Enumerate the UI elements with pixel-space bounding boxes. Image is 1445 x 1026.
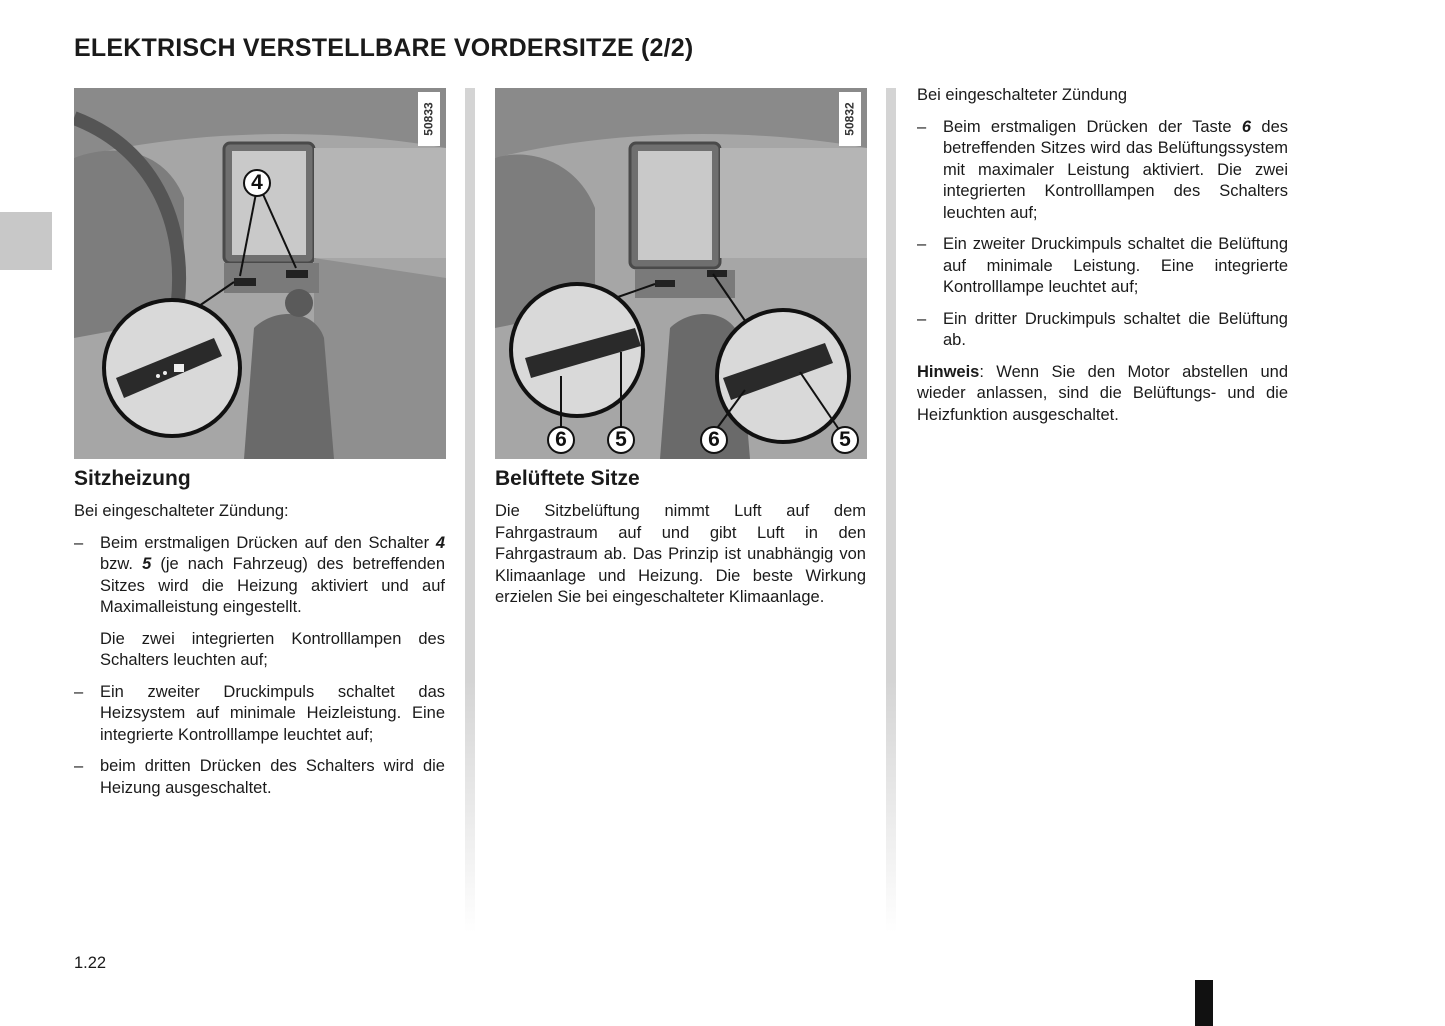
- section-ventilated-seats: [495, 466, 866, 619]
- section-heading: Sitzheizung: [74, 467, 191, 490]
- instruction-list: [917, 117, 1288, 352]
- callout-4: 4: [243, 169, 271, 197]
- dashboard-illustration: [495, 88, 867, 459]
- section-seat-heating: [74, 466, 445, 809]
- list-item: – Ein zweiter Druckimpuls schaltet die Belüftung auf minimale Leistung. Eine integrierte Kontrolllampe leuchtet auf;: [917, 234, 1288, 299]
- section-heading: Belüftete Sitze: [495, 467, 640, 490]
- list-item: – beim dritten Drücken des Schalters wird die Heizung ausgeschaltet.: [74, 756, 445, 799]
- instruction-list: [74, 533, 445, 619]
- column-divider: [465, 88, 475, 933]
- list-item: – Beim erstmaligen Drücken auf den Schalter 4 bzw. 5 (je nach Fahrzeug) des betreffenden Sitzes wird die Heizung aktiviert und auf Maximalleistung eingestellt.: [74, 533, 445, 619]
- instruction-list: [74, 682, 445, 800]
- page-edge-marker: [1195, 980, 1213, 1026]
- list-item-note: Die zwei integrierten Kontrolllampen des Schalters leuchten auf;: [100, 629, 445, 669]
- list-item: – Beim erstmaligen Drücken der Taste 6 des betreffenden Sitzes wird das Belüftungssystem mit maximaler Leistung aktiviert. Die zwei integrierten Kontrolllampen des Schalters leuchten auf;: [917, 117, 1288, 225]
- list-item: – Ein zweiter Druckimpuls schaltet das Heizsystem auf minimale Heizleistung. Eine integrierte Kontrolllampe leuchtet auf;: [74, 682, 445, 747]
- callout-6-right: 6: [700, 426, 728, 454]
- figure-seat-ventilation: [495, 88, 867, 459]
- callout-5-right: 5: [831, 426, 859, 454]
- note-label: Hinweis: [917, 362, 980, 381]
- figure-seat-heating: [74, 88, 446, 459]
- intro-text: Bei eingeschalteter Zündung: [917, 86, 1128, 104]
- page-number: 1.22: [74, 954, 107, 972]
- figure-reference-number: 50832: [839, 92, 861, 146]
- intro-text: Bei eingeschalteter Zündung:: [74, 502, 289, 520]
- note: Hinweis: Wenn Sie den Motor abstellen und wieder anlassen, sind die Belüftungs- und die Heizfunktion ausgeschaltet.: [917, 362, 1288, 424]
- chapter-tab: [0, 212, 52, 270]
- page-title: ELEKTRISCH VERSTELLBARE VORDERSITZE (2/2): [74, 34, 694, 62]
- section-ventilation-operation: [917, 85, 1288, 436]
- callout-6-left: 6: [547, 426, 575, 454]
- body-text: Die Sitzbelüftung nimmt Luft auf dem Fahrgastraum auf und gibt Luft in den Fahrgastraum ab. Das Prinzip ist unabhängig von Klimaanlage und Heizung. Die beste Wirkung erzielen Sie bei eingeschalteter Klimaanlage.: [495, 502, 866, 606]
- list-item: – Ein dritter Druckimpuls schaltet die Belüftung ab.: [917, 309, 1288, 352]
- callout-5-left: 5: [607, 426, 635, 454]
- dashboard-illustration: [74, 88, 446, 459]
- figure-reference-number: 50833: [418, 92, 440, 146]
- column-divider: [886, 88, 896, 933]
